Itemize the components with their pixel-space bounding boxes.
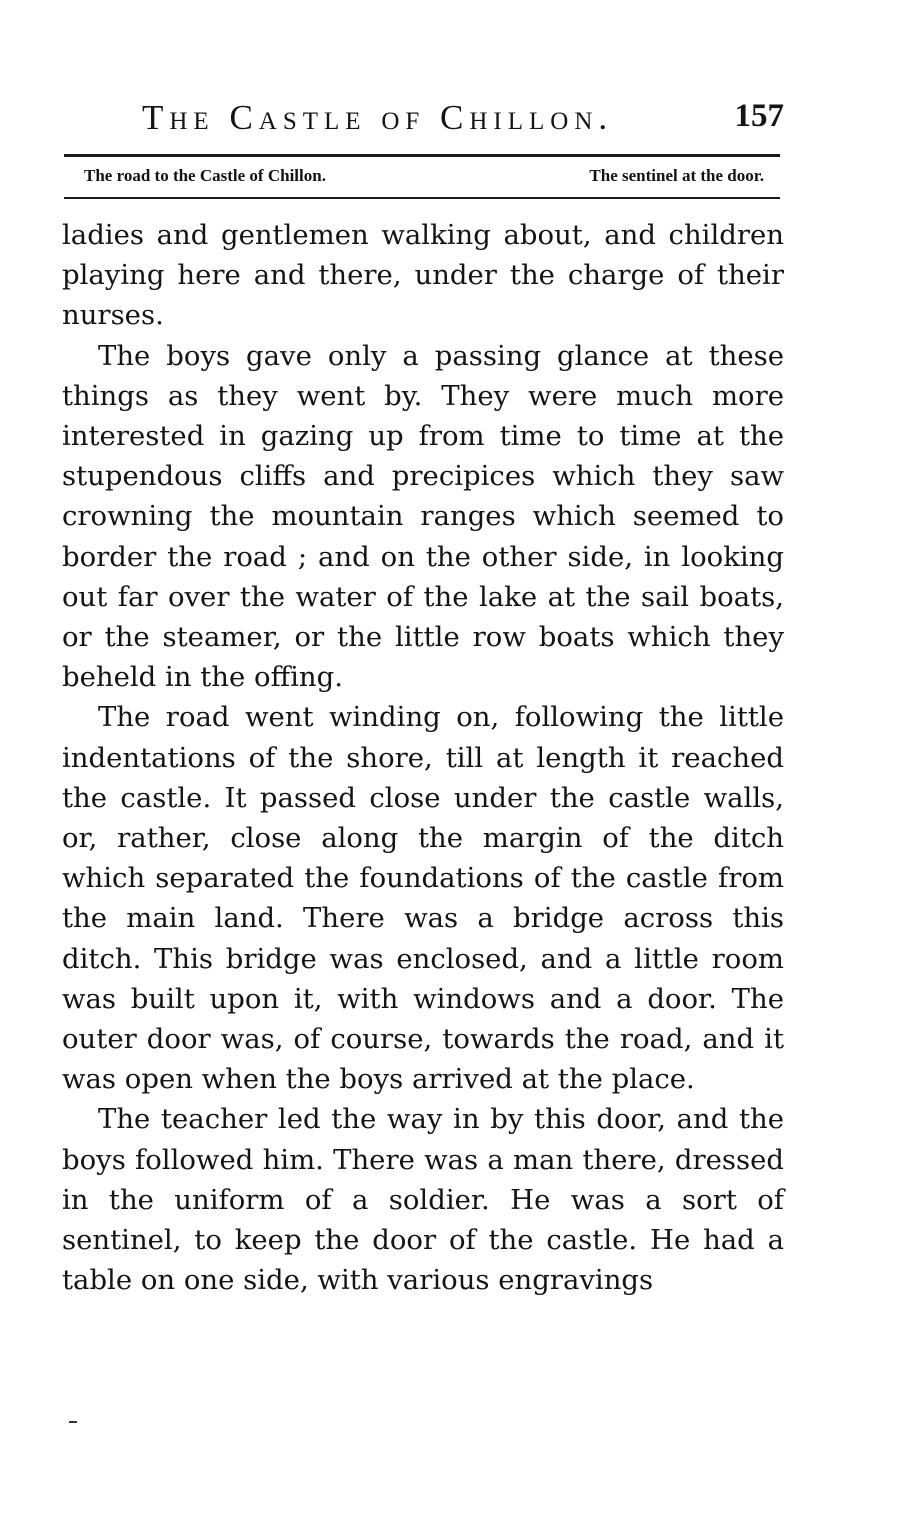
paragraph: ladies and gentlemen walking about, and children playing here and there, under the charge of their nurses.	[62, 219, 784, 332]
page-number: 157	[734, 98, 784, 134]
running-head	[62, 98, 784, 142]
paragraph: The boys gave only a passing glance at these things as they went by. They were much more interested in gazing up from time to time at the stupendous cliffs and precipices which they saw crowning the mountain ranges which seemed to border the road ; and on the other side, in looking out far over the water of the lake at the sail boats, or the steamer, or the little row boats which they beheld in the offing.	[62, 339, 784, 694]
body-text	[62, 215, 784, 1300]
stray-ink-mark	[69, 1421, 77, 1423]
header-rule-top	[64, 154, 780, 157]
marginal-subheads	[84, 166, 764, 190]
running-title: The Castle of Chillon.	[142, 98, 614, 137]
header-rule-bottom	[64, 197, 780, 199]
subhead-right: The sentinel at the door.	[589, 166, 764, 185]
paragraph: The teacher led the way in by this door, and the boys followed him. There was a man there, dressed in the uniform of a soldier. He was a sort of sentinel, to keep the door of the castle. He had a table on one side, with various engravings	[62, 1103, 784, 1297]
paragraph: The road went winding on, following the little indentations of the shore, till at length it reached the castle. It passed close under the castle walls, or, rather, close along the margin of the ditch which separated the foundations of the castle from the main land. There was a bridge across this ditch. This bridge was enclosed, and a little room was built upon it, with windows and a door. The outer door was, of course, towards the road, and it was open when the boys arrived at the place.	[62, 701, 784, 1096]
subhead-left: The road to the Castle of Chillon.	[84, 166, 326, 185]
